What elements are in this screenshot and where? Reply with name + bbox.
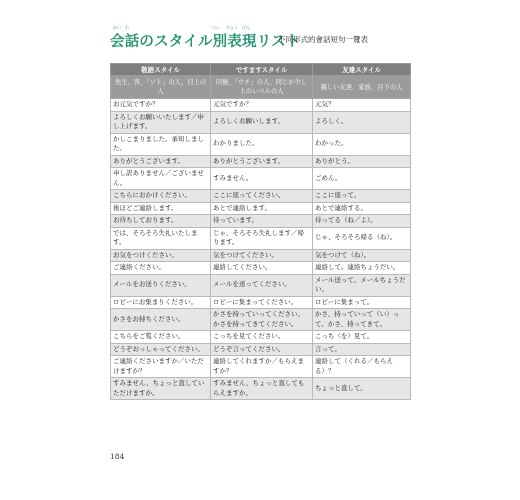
subheader-cell: 先生、客、「ソト」の人、目上の人 [111,76,211,99]
table-cell: 連絡して（くれる／もらえる）？ [313,356,411,378]
table-cell: 待っています。 [211,215,313,228]
table-cell: 連絡して。連絡ちょうだい。 [313,262,411,275]
table-row [111,296,411,309]
page-subtitle: 不同形式的會話短句一覽表 [278,35,368,44]
table-cell: ちょっと直して。 [313,378,411,400]
title-ruby: わ [125,25,129,30]
table-cell: 元気？ [313,99,411,112]
table-row [111,133,411,155]
table-cell: ご連絡ください。 [111,262,211,275]
table-row [111,356,411,378]
table-cell: 連絡してくれますか／もらえますか？ [211,356,313,378]
table-row [111,331,411,344]
subheader-row [111,76,411,99]
table-cell: すみません、ちょっと直していただけますか。 [111,378,211,400]
table-cell: 待ってる（ね／よ）。 [313,215,411,228]
table-cell: 気をつけて（ね）。 [313,249,411,262]
table-cell: あとで連絡する。 [313,202,411,215]
table-cell: かしこまりました。承知しました。 [111,133,211,155]
header-polite-style: 敬語スタイル [111,64,211,76]
table-cell: こちらをご覧ください。 [111,331,211,344]
table-cell: 気をつけてください。 [211,249,313,262]
table-cell: メールを送ってください。 [211,274,313,296]
title-ruby: べつ [211,25,219,30]
table-cell: ロビーに集まって。 [313,296,411,309]
table-cell: ロビーにお集まりください。 [111,296,211,309]
table-cell: じゃ、そろそろ失礼します／帰ります。 [211,227,313,249]
table-cell: すみません、ちょっと直してもらえますか。 [211,378,313,400]
table-cell: よろしくお願いいたします／申し上げます。 [111,111,211,133]
table-cell: わかりました。 [211,133,313,155]
title-ruby: げん [242,25,250,30]
table-row [111,155,411,168]
table-cell: よろしくお願いします。 [211,111,313,133]
table-row [111,190,411,203]
title-ruby: かい [113,25,121,30]
table-row [111,99,411,112]
header-desumasu-style: ですますスタイル [211,64,313,76]
table-cell: じゃ、そろそろ帰る（ね）。 [313,227,411,249]
table-cell: ごめん。 [313,168,411,190]
table-cell: 申し訳ありません／ございません。 [111,168,211,190]
table-row [111,111,411,133]
table-cell: こちらにおかけください。 [111,190,211,203]
table-cell: 言って。 [313,343,411,356]
table-cell: すみません。 [211,168,313,190]
table-row [111,262,411,275]
table-cell: よろしく。 [313,111,411,133]
table-row [111,249,411,262]
table-cell: こっち（を）見て。 [313,331,411,344]
header-friend-style: 友達スタイル [313,64,411,76]
table-cell: 連絡してください。 [211,262,313,275]
expression-table [110,63,411,400]
table-cell: お待ちしております。 [111,215,211,228]
table-cell: メールをお送りください。 [111,274,211,296]
table-cell: ここに座ってください。 [211,190,313,203]
table-cell: お元気ですか？ [111,99,211,112]
table-row [111,309,411,331]
table-cell: ありがとうございます。 [211,155,313,168]
page-number: 184 [110,452,125,461]
table-cell: ご連絡くださいますか／いただけますか？ [111,356,211,378]
table-cell: ここに座って。 [313,190,411,203]
table-cell: かさを持っていってください。かさを持ってきてください。 [211,309,313,331]
table-row [111,343,411,356]
table-row [111,274,411,296]
table-cell: ロビーに集まってください。 [211,296,313,309]
subheader-cell: 同僚、「ウチ」の人、同じか少し上のレベルの人 [211,76,313,99]
table-cell: 元気ですか？ [211,99,313,112]
title-block [110,25,450,58]
table-row [111,215,411,228]
table-cell: ありがとう。 [313,155,411,168]
table-cell: こっちを見てください。 [211,331,313,344]
table-cell: どうぞ言ってください。 [211,343,313,356]
table-cell: かさ、持っていって（い）って。かさ、持ってきて。 [313,309,411,331]
subheader-cell: 親しい友達、家族、目下の人 [313,76,411,99]
table-cell: どうぞおっしゃってください。 [111,343,211,356]
table-row [111,202,411,215]
table-cell: メール送って。メールちょうだい。 [313,274,411,296]
table-row [111,227,411,249]
table-cell: わかった。 [313,133,411,155]
table-cell: お気をつけください。 [111,249,211,262]
table-row [111,378,411,400]
table-cell: あとで連絡します。 [211,202,313,215]
title-ruby: ひょう [226,25,238,30]
table-cell: かさをお持ちください。 [111,309,211,331]
table-cell: ありがとうございます。 [111,155,211,168]
table-cell: 後ほどご連絡します。 [111,202,211,215]
page-title: 会話のスタイル別表現リスト [110,34,301,50]
table-row [111,168,411,190]
table-cell: では、そろそろ失礼いたします。 [111,227,211,249]
